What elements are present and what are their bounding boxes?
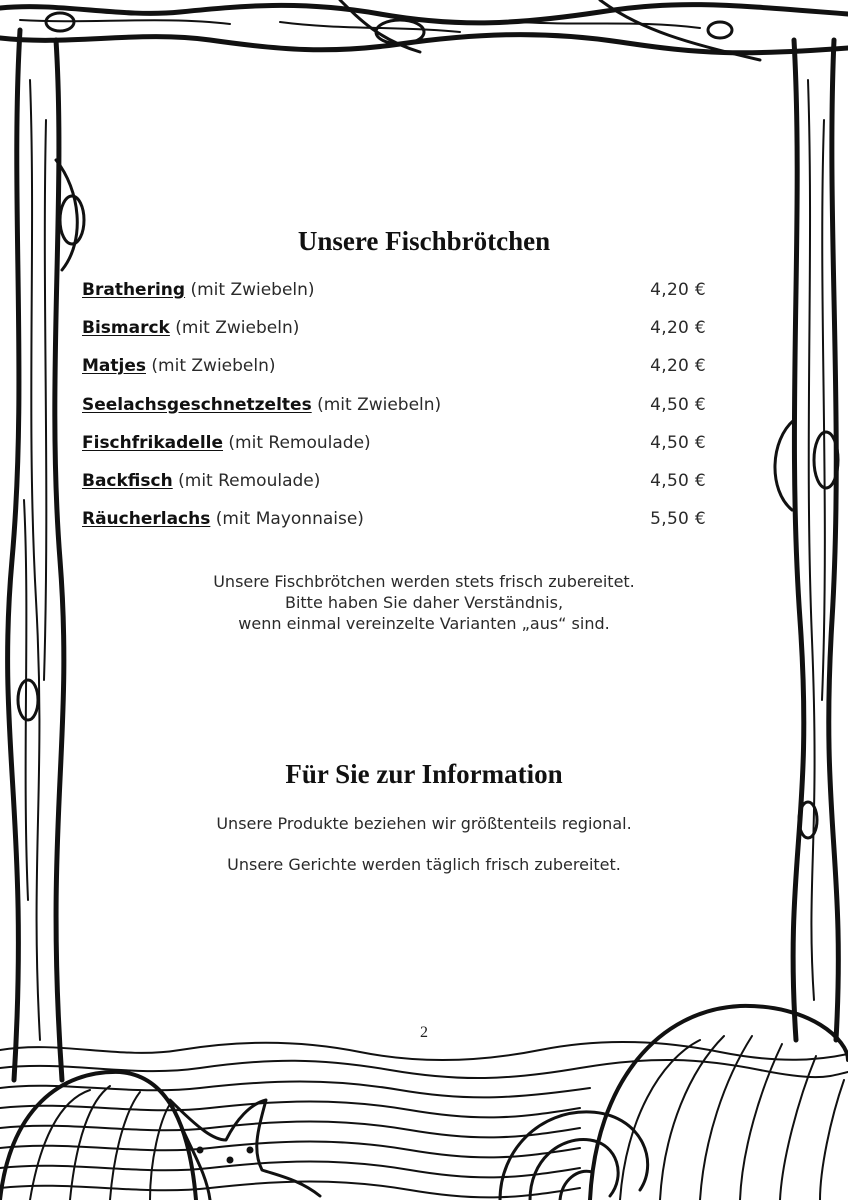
item-note: (mit Remoulade) [178, 470, 321, 491]
item-price: 5,50 € [650, 509, 706, 530]
note-line: Bitte haben Sie daher Verständnis, [284, 593, 564, 612]
item-note: (mit Zwiebeln) [175, 318, 300, 339]
item-price: 4,20 € [650, 318, 706, 339]
item-price: 4,50 € [650, 394, 706, 415]
item-name: Backfisch [82, 470, 173, 491]
page-number: 2 [420, 1024, 428, 1041]
menu-item-label [82, 471, 320, 491]
item-note: (mit Zwiebeln) [151, 356, 276, 377]
item-note: (mit Mayonnaise) [215, 509, 364, 530]
note-line: wenn einmal vereinzelte Varianten „aus“ sind. [238, 614, 610, 633]
menu-item-label [82, 395, 441, 415]
menu-item-label [82, 318, 299, 338]
menu-item [82, 280, 706, 318]
freshness-note [0, 571, 848, 634]
item-price: 4,50 € [650, 432, 706, 453]
item-price: 4,20 € [650, 280, 706, 300]
note-line: Unsere Fischbrötchen werden stets frisch zubereitet. [213, 572, 635, 591]
item-price: 4,50 € [650, 470, 706, 491]
item-name: Fischfrikadelle [82, 432, 224, 453]
menu-item [82, 433, 706, 471]
item-note: (mit Zwiebeln) [190, 280, 315, 300]
item-note: (mit Remoulade) [228, 432, 371, 453]
menu-item [82, 356, 706, 394]
menu-item [82, 318, 706, 356]
item-name: Seelachsgeschnetzeltes [82, 394, 312, 415]
item-note: (mit Zwiebeln) [317, 394, 442, 415]
info-section-title: Für Sie zur Information [285, 759, 563, 789]
menu-item-label [82, 433, 371, 453]
item-price: 4,20 € [650, 356, 706, 377]
fish-section-title: Unsere Fischbrötchen [297, 226, 551, 256]
item-name: Räucherlachs [82, 509, 211, 530]
fish-menu-list [82, 280, 706, 547]
item-name: Bismarck [82, 318, 170, 339]
info-line-fresh: Unsere Gerichte werden täglich frisch zubereitet. [227, 855, 621, 874]
item-name: Matjes [82, 356, 146, 377]
menu-item [82, 395, 706, 433]
menu-item [82, 509, 706, 547]
menu-item-label [82, 280, 315, 300]
menu-item [82, 471, 706, 509]
menu-item-label [82, 356, 276, 376]
menu-item-label [82, 509, 364, 529]
item-name: Brathering [82, 280, 186, 300]
info-line-regional: Unsere Produkte beziehen wir größtenteils regional. [216, 814, 632, 833]
